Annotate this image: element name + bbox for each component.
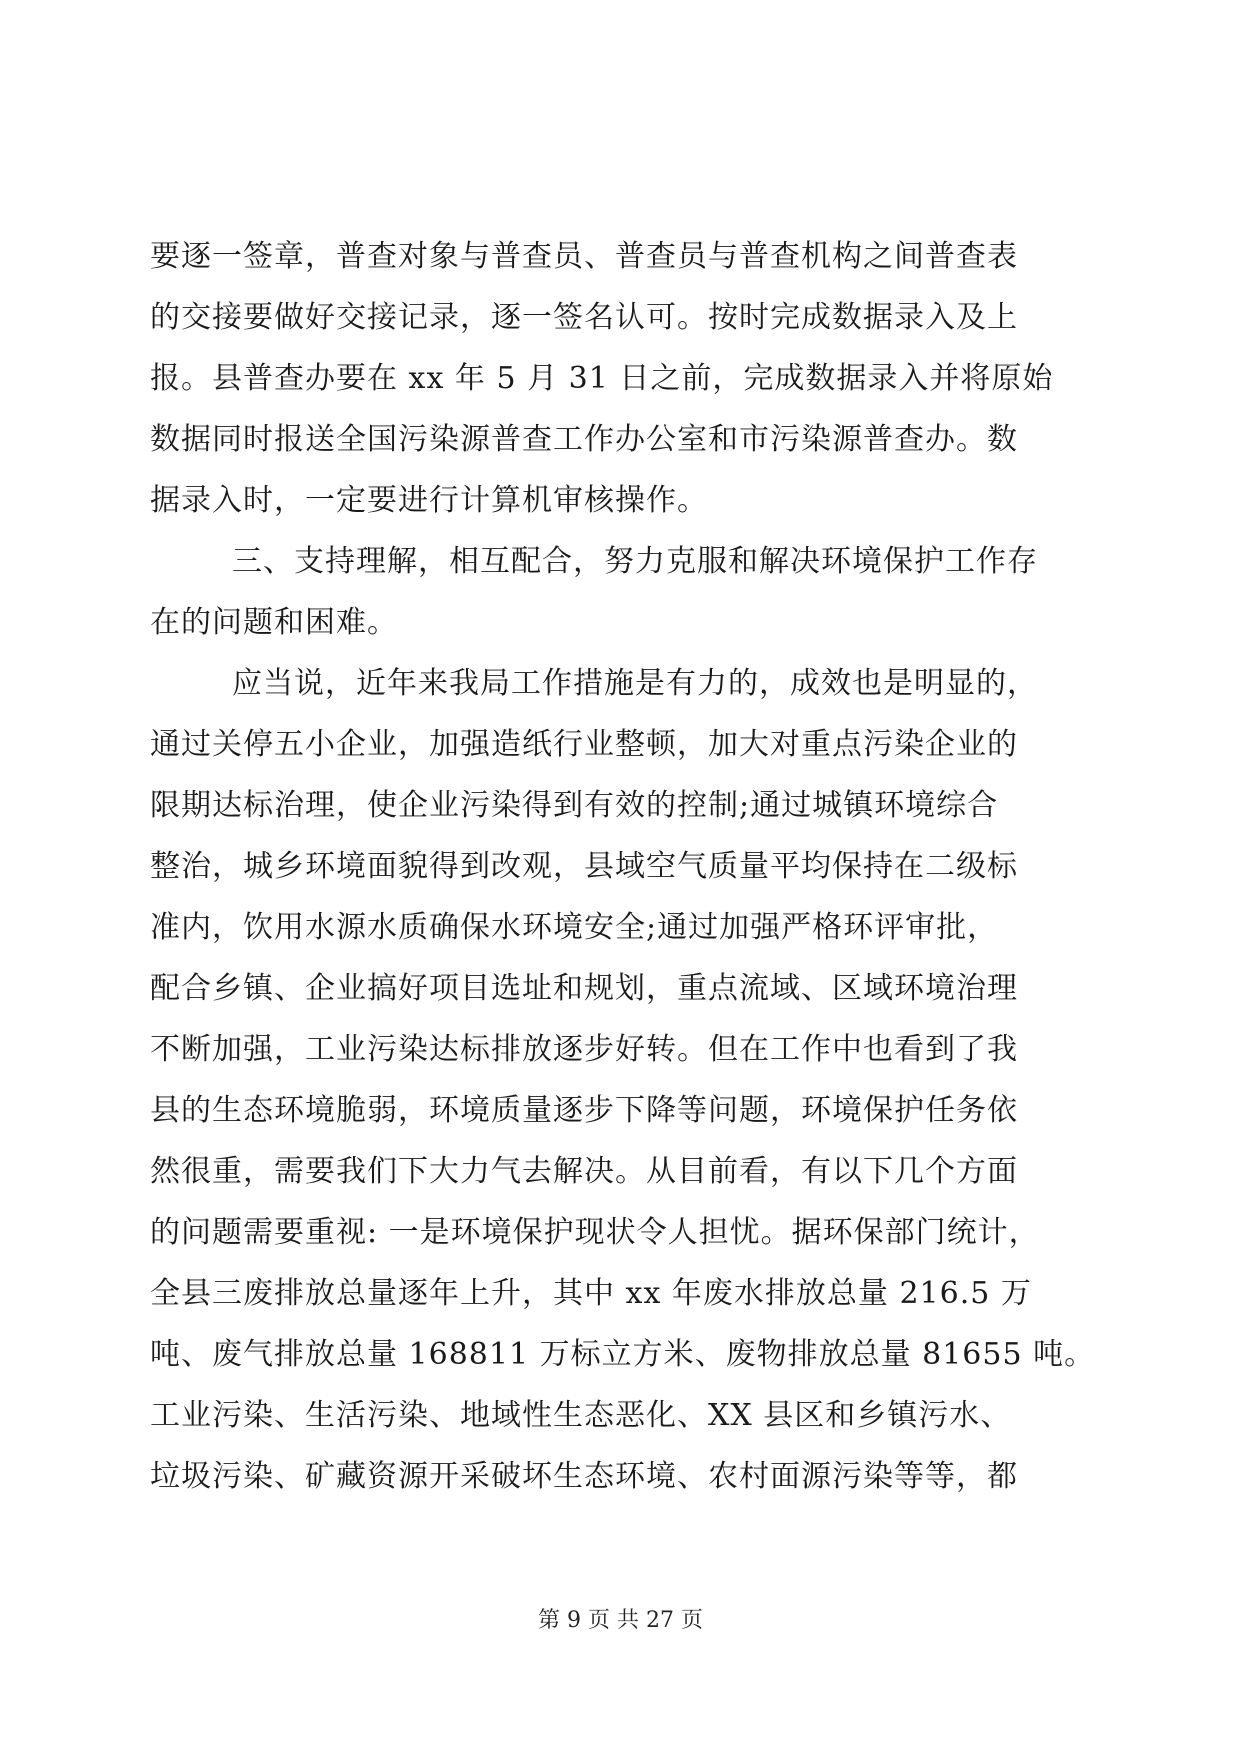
- body-line: 工业污染、生活污染、地域性生态恶化、XX 县区和乡镇污水、: [150, 1398, 1012, 1433]
- body-line: 报。县普查办要在 xx 年 5 月 31 日之前，完成数据录入并将原始: [150, 361, 1054, 396]
- body-line: 的交接要做好交接记录，逐一签名认可。按时完成数据录入及上: [150, 300, 1018, 335]
- section-heading-line: 在的问题和困难。: [150, 605, 398, 640]
- body-line: 配合乡镇、企业搞好项目选址和规划，重点流域、区域环境治理: [150, 971, 1018, 1006]
- body-line: 数据同时报送全国污染源普查工作办公室和市污染源普查办。数: [150, 422, 1018, 457]
- body-line: 县的生态环境脆弱，环境质量逐步下降等问题，环境保护任务依: [150, 1093, 1018, 1128]
- page-footer: [0, 1606, 1241, 1636]
- body-line: 准内，饮用水源水质确保水环境安全;通过加强严格环评审批，: [150, 910, 999, 945]
- body-line: 要逐一签章，普查对象与普查员、普查员与普查机构之间普查表: [150, 239, 1018, 274]
- body-line: 通过关停五小企业，加强造纸行业整顿，加大对重点污染企业的: [150, 727, 1018, 762]
- body-line: 的问题需要重视: 一是环境保护现状令人担忧。据环保部门统计，: [150, 1215, 1040, 1250]
- body-line: 全县三废排放总量逐年上升，其中 xx 年废水排放总量 216.5 万: [150, 1276, 1032, 1311]
- body-line: 吨、废气排放总量 168811 万标立方米、废物排放总量 81655 吨。: [150, 1337, 1096, 1372]
- body-line: 然很重，需要我们下大力气去解决。从目前看，有以下几个方面: [150, 1154, 1018, 1189]
- body-line: 整治，城乡环境面貌得到改观，县域空气质量平均保持在二级标: [150, 849, 1018, 884]
- body-line: 限期达标治理，使企业污染得到有效的控制;通过城镇环境综合: [150, 788, 999, 823]
- body-line: 据录入时，一定要进行计算机审核操作。: [150, 483, 708, 518]
- section-heading-line: 三、支持理解，相互配合，努力克服和解决环境保护工作存: [232, 544, 1038, 579]
- page-number: 第 9 页 共 27 页: [538, 1608, 703, 1633]
- body-line: 不断加强，工业污染达标排放逐步好转。但在工作中也看到了我: [150, 1032, 1018, 1067]
- document-body: [150, 226, 1096, 1507]
- body-line: 应当说，近年来我局工作措施是有力的，成效也是明显的，: [232, 666, 1038, 701]
- body-line: 垃圾污染、矿藏资源开采破坏生态环境、农村面源污染等等，都: [150, 1459, 1018, 1494]
